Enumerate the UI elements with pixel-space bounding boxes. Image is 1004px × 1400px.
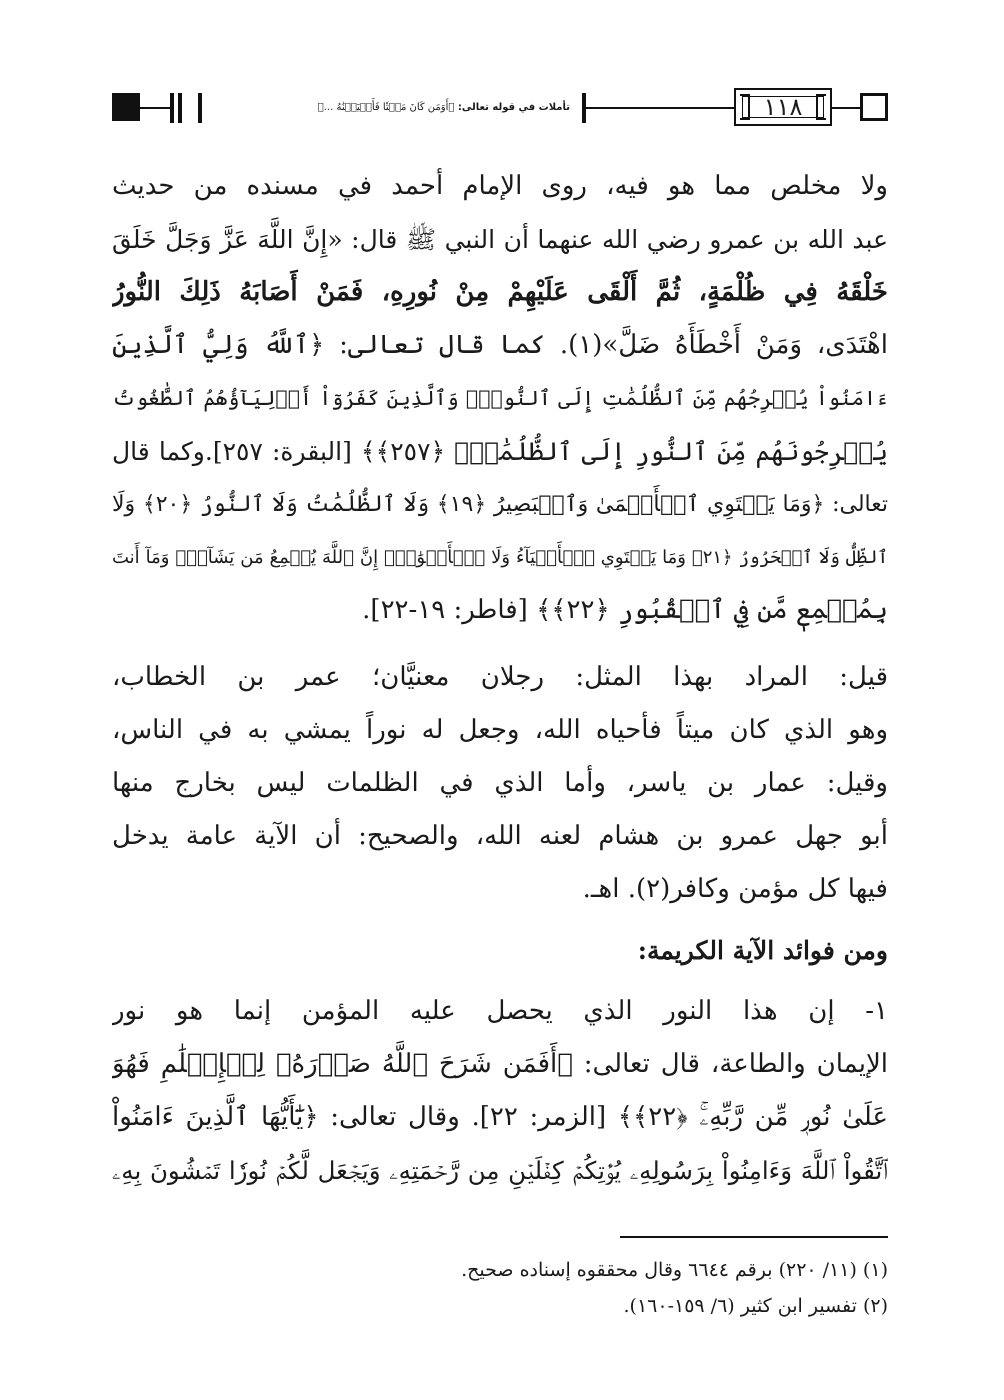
verse-line: بِمُسۡمِعٖ مَّن فِي ٱلۡقُبُورِ ﴿٢٢﴾﴾ [فاطر: ١٩-٢٢]. bbox=[362, 595, 888, 625]
text-line: اهْتَدَى، وَمَنْ أَخْطَأَهُ ضَلَّ»(١). كما قال تعالى: ﴿ٱللَّهُ وَلِيُّ ٱلَّذِينَ bbox=[112, 330, 888, 360]
text-line: عبد الله بن عمرو رضي الله عنهما أن النبي ﷺ قال: «إِنَّ اللَّهَ عَزَّ وَجَلَّ خَلَقَ bbox=[112, 225, 888, 254]
paragraph-interpretation bbox=[112, 651, 888, 916]
header-rule bbox=[586, 107, 734, 109]
header-bar bbox=[170, 93, 174, 123]
text-line: فيها كل مؤمن وكافر(٢). اهـ. bbox=[582, 874, 888, 904]
header-rule bbox=[140, 107, 170, 109]
section-heading: ومن فوائد الآية الكريمة: bbox=[637, 936, 888, 965]
header-bar bbox=[198, 93, 202, 123]
paragraph-benefits bbox=[112, 985, 888, 1197]
footnote-2: (٢) تفسير ابن كثير (٦/ ١٥٩-١٦٠). bbox=[623, 1295, 888, 1317]
footnotes bbox=[112, 1252, 888, 1324]
page-number: ١١٨ bbox=[763, 93, 803, 121]
running-header bbox=[112, 86, 888, 130]
header-ornament-square-filled bbox=[112, 93, 140, 121]
running-title-prefix: تأملات في قوله تعالى: bbox=[457, 102, 570, 113]
page-number-frame bbox=[734, 88, 832, 126]
running-title-verse: ﴿أَوَمَن كَانَ مَيۡتٗا فَأَحۡيَيۡنَٰهُ ...﴾ bbox=[318, 102, 455, 113]
verse-line: عَلَىٰ نُورٖ مِّن رَّبِّهِۦۚ ﴿٢٢﴾﴾ [الزمر: ٢٢]. وقال تعالى: ﴿يَٰٓأَيُّهَا ٱلَّذِينَ ءَامَنُواْ bbox=[112, 1102, 888, 1132]
running-title bbox=[318, 91, 570, 125]
hadith-text-line: خَلْقَهُ فِي ظُلْمَةٍ، ثُمَّ أَلْقَى عَلَيْهِمْ مِنْ نُورِهِ، فَمَنْ أَصَابَهُ ذَلِكَ النُّورُ bbox=[112, 277, 888, 307]
header-ornament-square-outline bbox=[860, 93, 888, 121]
header-bar bbox=[178, 93, 182, 123]
footnote-1: (١) (١١/ ٢٢٠) برقم ٦٦٤٤ وقال محققوه إسناده صحيح. bbox=[461, 1259, 888, 1281]
text-line: ولا مخلص مما هو فيه، روى الإمام أحمد في مسنده من حديث bbox=[112, 171, 888, 201]
text-line: أبو جهل عمرو بن هشام لعنه الله، والصحيح: أن الآية عامة يدخل bbox=[112, 821, 888, 851]
text-line: ١- إن هذا النور الذي يحصل عليه المؤمن إنما هو نور bbox=[112, 996, 888, 1026]
text-line: وهو الذي كان ميتاً فأحياه الله، وجعل له نوراً يمشي به في الناس، bbox=[112, 715, 888, 745]
text-line: قيل: المراد بهذا المثل: رجلان معنيَّان؛ عمر بن الخطاب، bbox=[112, 662, 888, 692]
verse-line: تعالى: ﴿وَمَا يَسۡتَوِي ٱلۡأَعۡمَىٰ وَٱلۡبَصِيرُ ﴿١٩﴾ وَلَا ٱلظُّلُمَٰتُ وَلَا ٱلنُّورُ ﴿٢٠﴾ وَلَا bbox=[112, 492, 888, 517]
footnote-separator bbox=[620, 1236, 888, 1238]
verse-line: ءَامَنُواْ يُخۡرِجُهُم مِّنَ ٱلظُّلُمَٰتِ إِلَى ٱلنُّورِۖ وَٱلَّذِينَ كَفَرُوٓاْ أَوۡلِيَآؤُهُمُ ٱلطَّٰغُوتُ bbox=[112, 386, 888, 410]
verse-line: ٱلظِّلُّ وَلَا ٱلۡحَرُورُ ﴿٢١﴾ وَمَا يَسۡتَوِي ٱلۡأَحۡيَآءُ وَلَا ٱلۡأَمۡوَٰتُۚ إِنَّ ٱللَّهَ يُسۡمِعُ مَن يَشَآءُۖ وَمَآ أَنتَ bbox=[112, 547, 888, 568]
verse-line: ٱتَّقُواْ ٱللَّهَ وَءَامِنُواْ بِرَسُولِهِۦ يُؤۡتِكُمۡ كِفۡلَيۡنِ مِن رَّحۡمَتِهِۦ وَيَجۡعَل لَّكُمۡ نُورٗا تَمۡشُونَ بِهِۦ bbox=[112, 1156, 888, 1185]
paragraph-hadith bbox=[112, 160, 888, 637]
text-line: الإيمان والطاعة، قال تعالى: ﴿أَفَمَن شَرَحَ ٱللَّهُ صَدۡرَهُۥ لِلۡإِسۡلَٰمِ فَهُوَ bbox=[112, 1049, 888, 1079]
page-body bbox=[112, 160, 888, 1197]
text-line: وقيل: عمار بن ياسر، وأما الذي في الظلمات ليس بخارج منها bbox=[112, 768, 888, 798]
verse-line: يُخۡرِجُونَهُم مِّنَ ٱلنُّورِ إِلَى ٱلظُّلُمَٰتِۗ ﴿٢٥٧﴾﴾ [البقرة: ٢٥٧].وكما قال bbox=[112, 437, 888, 466]
